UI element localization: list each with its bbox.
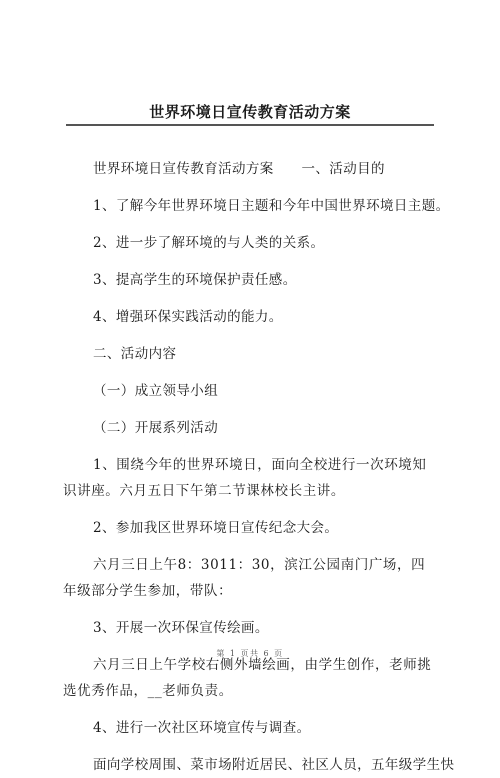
paragraph: 4、进行一次社区环境宣传与调查。 bbox=[93, 720, 311, 736]
document-body bbox=[63, 156, 455, 778]
document-title: 世界环境日宣传教育活动方案 bbox=[149, 103, 351, 121]
paragraph: 4、增强环保实践活动的能力。 bbox=[93, 309, 283, 325]
title-divider bbox=[66, 124, 434, 126]
paragraph: 六月三日上午学校右侧外墙绘画，由学生创作，老师挑选优秀作品，__老师负责。 bbox=[63, 657, 432, 699]
paragraph: 1、了解今年世界环境日主题和今年中国世界环境日主题。 bbox=[93, 198, 450, 214]
paragraph: （一）成立领导小组 bbox=[93, 383, 219, 399]
paragraph: 世界环境日宣传教育活动方案 一、活动目的 bbox=[93, 161, 385, 177]
paragraph: 1、围绕今年的世界环境日，面向全校进行一次环境知识讲座。六月五日下午第二节课林校长主讲。 bbox=[63, 457, 427, 499]
paragraph: 六月三日上午8：3011：30，滨江公园南门广场，四年级部分学生参加，带队： bbox=[63, 557, 426, 599]
paragraph: 二、活动内容 bbox=[93, 346, 177, 362]
paragraph: 3、提高学生的环境保护责任感。 bbox=[93, 272, 297, 288]
paragraph: 面向学校周围、菜市场附近居民、社区人员，五年级学生快 bbox=[93, 757, 455, 773]
page-number: 第 1 页共 6 页 bbox=[216, 649, 284, 658]
paragraph: 2、进一步了解环境的与人类的关系。 bbox=[93, 235, 325, 251]
paragraph: （二）开展系列活动 bbox=[93, 420, 219, 436]
paragraph: 2、参加我区世界环境日宣传纪念大会。 bbox=[93, 520, 339, 536]
paragraph: 3、开展一次环保宣传绘画。 bbox=[93, 620, 269, 636]
